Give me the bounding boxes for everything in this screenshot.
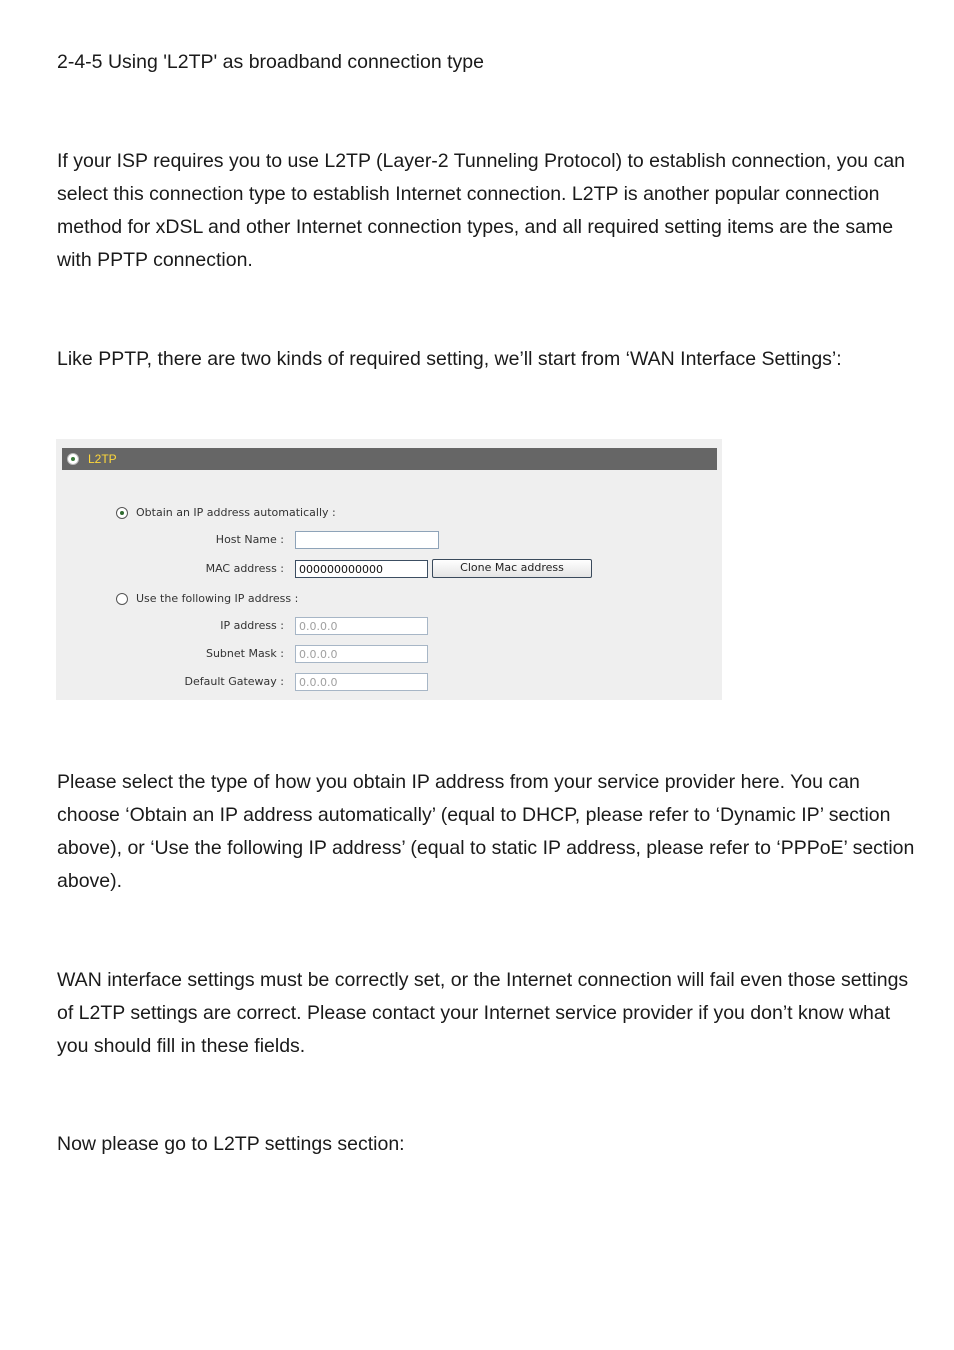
mac-address-input[interactable] [295, 560, 428, 578]
subnet-mask-label: Subnet Mask : [205, 647, 284, 660]
wan-warning-paragraph: WAN interface settings must be correctly set, or the Internet connection will fail even those settings of L2TP settings are correct. Please contact your Internet service provider if you don’t know what you should fill in these fields. [57, 969, 909, 1057]
default-gateway-input[interactable] [295, 673, 428, 691]
default-gateway-label: Default Gateway : [184, 675, 284, 688]
l2tp-header-bar [62, 448, 717, 470]
host-name-label: Host Name : [215, 533, 284, 546]
use-static-label: Use the following IP address : [136, 592, 299, 605]
ip-type-paragraph: Please select the type of how you obtain IP address from your service provider here. You can choose ‘Obtain an IP address automatically’ (equal to DHCP, please refer to ‘Dynamic IP’ section above), or ‘Use the following IP address’ (equal to static IP address, please refer to ‘PPPoE’ section above). [57, 771, 915, 892]
intro-paragraph: If your ISP requires you to use L2TP (Layer-2 Tunneling Protocol) to establish connection, you can select this connection type to establish Internet connection. L2TP is another popular connection method for xDSL and other Internet connection types, and all required setting items are the same with PPTP connection. [57, 150, 906, 271]
ip-address-label: IP address : [220, 619, 284, 632]
ip-address-input[interactable] [295, 617, 428, 635]
l2tp-settings-screenshot [56, 439, 722, 700]
next-section-paragraph: Now please go to L2TP settings section: [57, 1133, 405, 1155]
obtain-auto-label: Obtain an IP address automatically : [136, 506, 336, 519]
host-name-input[interactable] [295, 531, 439, 549]
section-heading: 2-4-5 Using 'L2TP' as broadband connection type [57, 51, 484, 73]
clone-mac-button[interactable]: Clone Mac address [432, 559, 592, 578]
obtain-auto-radio[interactable] [116, 507, 128, 519]
l2tp-radio-icon[interactable] [67, 453, 79, 465]
mac-address-label: MAC address : [205, 562, 284, 575]
l2tp-header-title: L2TP [88, 452, 117, 466]
subnet-mask-input[interactable] [295, 645, 428, 663]
use-static-radio[interactable] [116, 593, 128, 605]
wan-settings-intro-paragraph: Like PPTP, there are two kinds of required setting, we’ll start from ‘WAN Interface Settings’: [57, 348, 842, 370]
